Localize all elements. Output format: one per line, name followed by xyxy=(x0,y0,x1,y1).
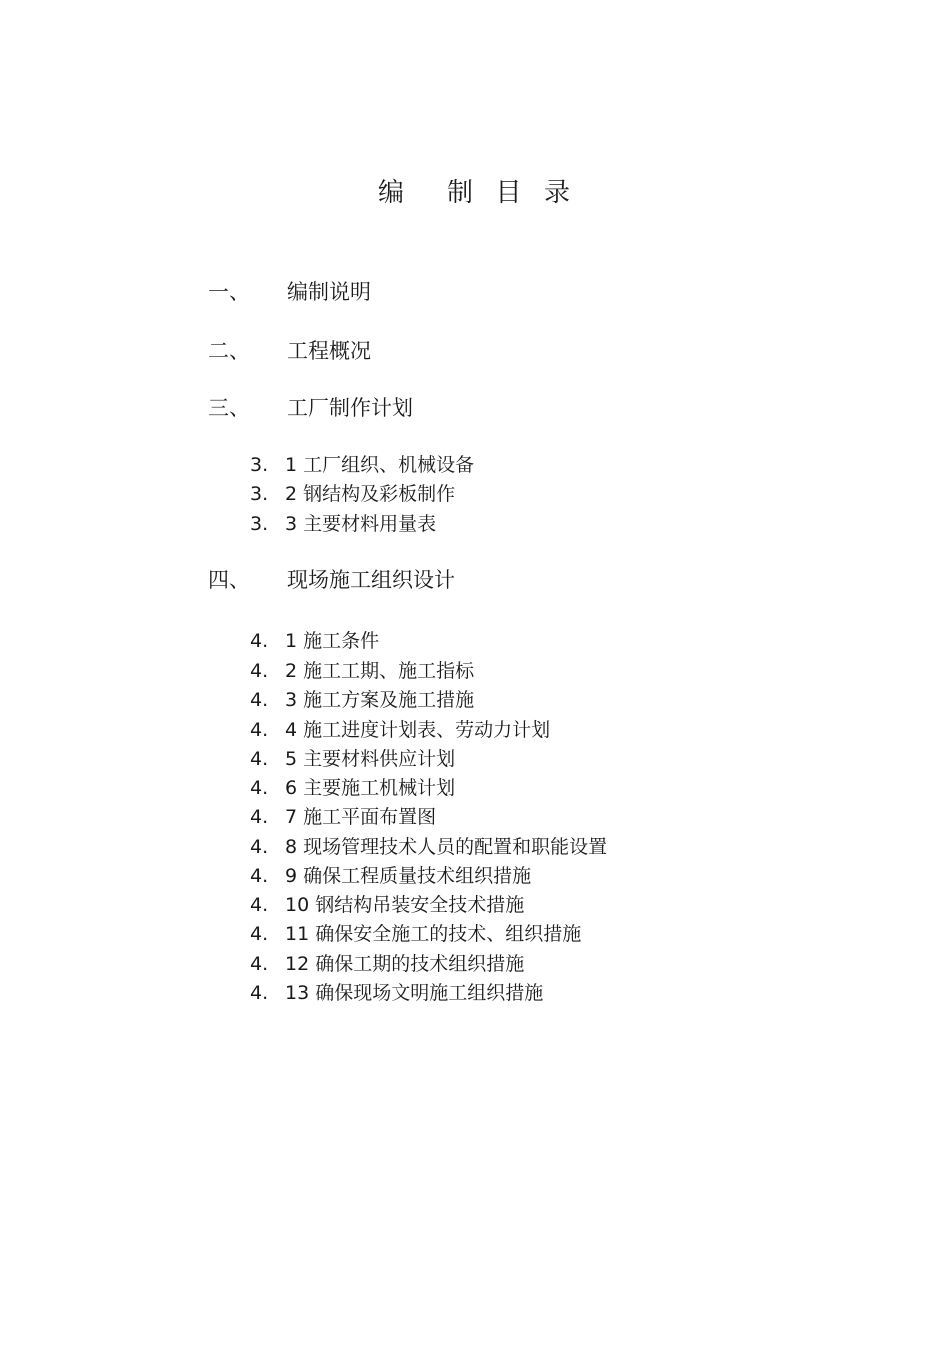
subsection-label: 2 钢结构及彩板制作 xyxy=(285,483,456,505)
subsection-label: 10 钢结构吊装安全技术措施 xyxy=(285,894,525,916)
section-number: 一、 xyxy=(208,280,250,304)
subsection-label: 12 确保工期的技术组织措施 xyxy=(285,953,525,975)
subsection-label: 9 确保工程质量技术组织措施 xyxy=(285,865,532,887)
subsection-number: 3. xyxy=(250,513,269,535)
subsection-label: 4 施工进度计划表、劳动力计划 xyxy=(285,719,551,741)
subsection-label: 3 施工方案及施工措施 xyxy=(285,689,475,711)
subsection-number: 4. xyxy=(250,777,269,799)
subsection-number: 4. xyxy=(250,953,269,975)
subsection-number: 4. xyxy=(250,894,269,916)
subsection-number: 4. xyxy=(250,719,269,741)
subsection-label: 5 主要材料供应计划 xyxy=(285,748,456,770)
subsection-label: 8 现场管理技术人员的配置和职能设置 xyxy=(285,836,608,858)
section-label: 工程概况 xyxy=(287,339,371,363)
subsection-label: 2 施工工期、施工指标 xyxy=(285,660,475,682)
section-label: 工厂制作计划 xyxy=(287,396,413,420)
subsection-number: 4. xyxy=(250,923,269,945)
section-number: 二、 xyxy=(208,339,250,363)
subsection-number: 4. xyxy=(250,836,269,858)
section-label: 现场施工组织设计 xyxy=(287,568,455,592)
subsection-label: 1 工厂组织、机械设备 xyxy=(285,454,475,476)
section-number: 四、 xyxy=(208,568,250,592)
page-title: 编 制 目 录 xyxy=(377,178,573,208)
subsection-label: 13 确保现场文明施工组织措施 xyxy=(285,982,544,1004)
section-number: 三、 xyxy=(208,396,250,420)
subsection-label: 7 施工平面布置图 xyxy=(285,806,437,828)
subsection-number: 4. xyxy=(250,748,269,770)
subsection-number: 4. xyxy=(250,865,269,887)
subsection-number: 3. xyxy=(250,483,269,505)
subsection-number: 3. xyxy=(250,454,269,476)
subsection-label: 11 确保安全施工的技术、组织措施 xyxy=(285,923,582,945)
subsection-number: 4. xyxy=(250,806,269,828)
subsection-label: 3 主要材料用量表 xyxy=(285,513,437,535)
subsection-label: 1 施工条件 xyxy=(285,630,380,652)
subsection-number: 4. xyxy=(250,660,269,682)
subsection-number: 4. xyxy=(250,689,269,711)
subsection-number: 4. xyxy=(250,630,269,652)
subsection-label: 6 主要施工机械计划 xyxy=(285,777,456,799)
section-label: 编制说明 xyxy=(287,280,371,304)
subsection-number: 4. xyxy=(250,982,269,1004)
